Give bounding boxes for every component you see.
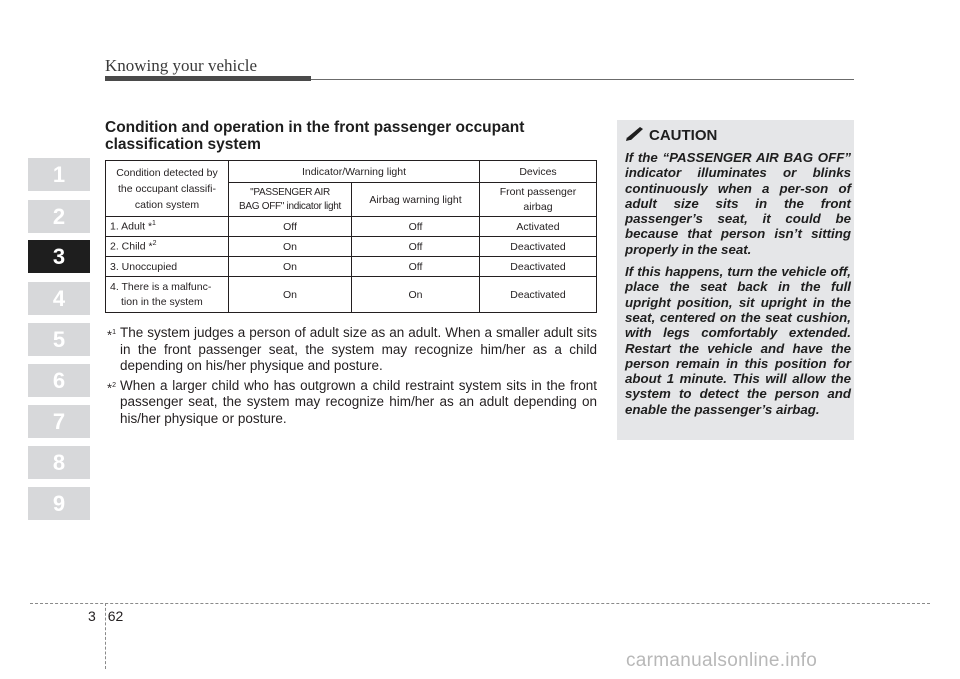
caution-box — [617, 120, 854, 440]
table-subheader-pab-off-line1: "PASSENGER AIR — [250, 186, 330, 198]
caution-paragraph-1: If the “PASSENGER AIR BAG OFF” indicator illuminates or blinks continuously when a per-son of adult size sits in the front passenger’s seat, it could be because that person isn’t sitting properly in the seat. — [625, 150, 851, 257]
chapter-tab-5[interactable]: 5 — [28, 323, 90, 356]
pencil-icon — [625, 127, 645, 141]
table-subheader-pab-off-line2: BAG OFF" indicator light — [239, 200, 341, 212]
chapter-tab-1[interactable]: 1 — [28, 158, 90, 191]
header-rule-thick — [105, 76, 311, 81]
table-subheader-front-airbag: Front passenger airbag — [480, 183, 597, 217]
table-header-condition: Condition detected by the occupant classifi-cation system — [106, 161, 229, 217]
condition-text-line2: tion in the system — [121, 295, 203, 308]
table-subheader-airbag-warning: Airbag warning light — [352, 183, 480, 217]
asterisk: * — [107, 379, 113, 395]
table-subheader-pab-off — [229, 183, 352, 217]
condition-text: 2. Child * — [110, 240, 153, 253]
table-cell-pab-off: On — [229, 277, 352, 313]
chapter-tab-9[interactable]: 9 — [28, 487, 90, 520]
caution-paragraph-2: If this happens, turn the vehicle off, place the seat back in the full upright position, sit upright in the seat, centered on the seat cushion, with legs comfortably extended. Restart the vehicle and have the person remain in this position for about 1 minute. This will allow the system to detect the person and enable the passenger’s airbag. — [625, 264, 851, 417]
table-cell-warning: On — [352, 277, 480, 313]
table-cell-condition: 3. Unoccupied — [106, 257, 229, 277]
table-cell-pab-off: On — [229, 257, 352, 277]
footnote-number: 1 — [112, 329, 116, 336]
asterisk: * — [107, 327, 113, 343]
table-cell-airbag: Activated — [480, 217, 597, 237]
table-cell-pab-off: On — [229, 237, 352, 257]
header-rule-thin — [311, 79, 854, 80]
watermark: carmanualsonline.info — [626, 650, 818, 671]
page-chapter: 3 — [88, 608, 96, 624]
footer-divider — [30, 603, 930, 604]
footnote-marker: 1 — [152, 220, 156, 228]
table-cell-airbag: Deactivated — [480, 237, 597, 257]
page-number — [88, 608, 123, 624]
chapter-tab-8[interactable]: 8 — [28, 446, 90, 479]
table-cell-pab-off: Off — [229, 217, 352, 237]
caution-body — [625, 150, 851, 424]
table-row — [106, 217, 597, 237]
page-index: 62 — [107, 608, 124, 624]
chapter-tab-2[interactable]: 2 — [28, 200, 90, 233]
table-row — [106, 237, 597, 257]
table-header-indicator: Indicator/Warning light — [229, 161, 480, 183]
footnote-2 — [107, 378, 597, 428]
footnote-1-text: The system judges a person of adult size as an adult. When a smaller adult sits in the front passenger seat, the system may recognize him/her as a child depending on his/her physique and posture. — [120, 325, 597, 373]
caution-title: CAUTION — [649, 127, 718, 144]
condition-text: 1. Adult * — [110, 220, 153, 233]
table-row — [106, 277, 597, 313]
chapter-tab-7[interactable]: 7 — [28, 405, 90, 438]
footnotes — [107, 325, 597, 430]
chapter-tab-6[interactable]: 6 — [28, 364, 90, 397]
table-cell-warning: Off — [352, 237, 480, 257]
caution-heading — [625, 127, 717, 144]
page-header-title: Knowing your vehicle — [105, 56, 258, 75]
footnote-2-mark — [107, 378, 120, 428]
table-cell-warning: Off — [352, 217, 480, 237]
table-cell-condition — [106, 217, 229, 237]
table-cell-airbag: Deactivated — [480, 257, 597, 277]
table-cell-condition — [106, 277, 229, 313]
section-title: Condition and operation in the front passenger occupant classification system — [105, 119, 525, 153]
table-row — [106, 257, 597, 277]
footnote-marker: 2 — [152, 240, 157, 248]
occupant-classification-table — [105, 160, 597, 313]
footnote-2-text: When a larger child who has outgrown a child restraint system sits in the front passenger seat, the system may recognize him/her as an adult depending on his/her physique or posture. — [120, 377, 597, 426]
table-cell-warning: Off — [352, 257, 480, 277]
footnote-number: 2 — [112, 381, 116, 389]
table-cell-condition — [106, 237, 229, 257]
chapter-tab-4[interactable]: 4 — [28, 282, 90, 315]
chapter-tab-3[interactable]: 3 — [28, 240, 90, 273]
condition-text-line1: 4. There is a malfunc- — [110, 280, 212, 293]
table-cell-airbag: Deactivated — [480, 277, 597, 313]
footnote-1 — [107, 325, 597, 375]
table-header-devices: Devices — [480, 161, 597, 183]
footnote-1-mark — [107, 325, 120, 375]
